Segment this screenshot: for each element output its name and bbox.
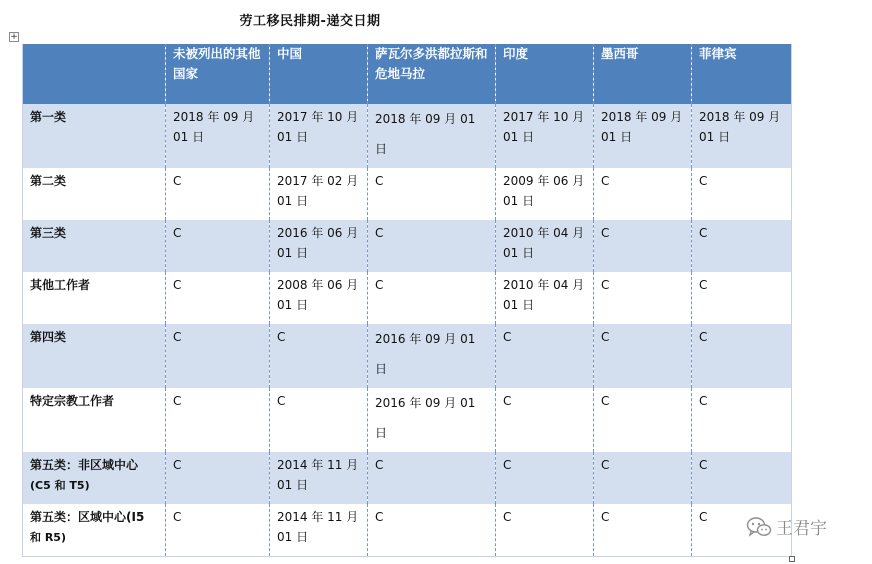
table-cell: C bbox=[166, 504, 270, 556]
table-cell: 2017 年 02 月 01 日 bbox=[270, 168, 368, 220]
table-row bbox=[23, 324, 792, 388]
watermark-text: 王君宇 bbox=[776, 519, 827, 539]
table-cell: C bbox=[692, 452, 792, 504]
table-cell: C bbox=[692, 220, 792, 272]
row-label: 特定宗教工作者 bbox=[23, 388, 166, 452]
row-label: 第四类 bbox=[23, 324, 166, 388]
table-row bbox=[23, 272, 792, 324]
table-cell: C bbox=[166, 388, 270, 452]
table-cell: C bbox=[368, 504, 496, 556]
table-cell: C bbox=[594, 452, 692, 504]
table-cell: 2016 年 09 月 01 日 bbox=[368, 324, 496, 388]
table-row bbox=[23, 452, 792, 504]
visa-bulletin-table bbox=[22, 44, 792, 557]
table-row bbox=[23, 220, 792, 272]
table-cell: C bbox=[594, 168, 692, 220]
header-rest-of-world: 未被列出的其他国家 bbox=[166, 44, 270, 104]
table-cell: C bbox=[594, 220, 692, 272]
page-title: 劳工移民排期-递交日期 bbox=[239, 14, 381, 29]
row-label-main: 第五类：非区域中心 bbox=[30, 458, 139, 472]
table-cell: 2014 年 11 月 01 日 bbox=[270, 504, 368, 556]
table-cell: C bbox=[368, 272, 496, 324]
table-cell: 2017 年 10 月 01 日 bbox=[496, 104, 594, 168]
table-cell: 2010 年 04 月 01 日 bbox=[496, 220, 594, 272]
header-mexico: 墨西哥 bbox=[594, 44, 692, 104]
wechat-icon bbox=[746, 516, 772, 538]
row-label: 第二类 bbox=[23, 168, 166, 220]
table-row bbox=[23, 168, 792, 220]
header-central-america: 萨瓦尔多洪都拉斯和危地马拉 bbox=[368, 44, 496, 104]
table-cell: C bbox=[166, 452, 270, 504]
table-cell: 2008 年 06 月 01 日 bbox=[270, 272, 368, 324]
table-resize-handle[interactable] bbox=[789, 556, 795, 562]
table-cell: C bbox=[496, 504, 594, 556]
table-header-row bbox=[23, 44, 792, 104]
table-cell: C bbox=[692, 272, 792, 324]
header-india: 印度 bbox=[496, 44, 594, 104]
table-cell: C bbox=[496, 388, 594, 452]
table-cell: 2014 年 11 月 01 日 bbox=[270, 452, 368, 504]
table-cell: 2009 年 06 月 01 日 bbox=[496, 168, 594, 220]
table-cell: 2018 年 09 月 01 日 bbox=[166, 104, 270, 168]
table-cell: 2018 年 09 月 01 日 bbox=[594, 104, 692, 168]
row-label bbox=[23, 452, 166, 504]
row-label: 第一类 bbox=[23, 104, 166, 168]
table-cell: C bbox=[368, 168, 496, 220]
table-cell: C bbox=[692, 168, 792, 220]
table-cell-text: 2018 年 09 月 01 日 bbox=[375, 112, 476, 156]
table-cell: 2010 年 04 月 01 日 bbox=[496, 272, 594, 324]
table-move-handle-icon[interactable]: + bbox=[10, 32, 18, 42]
row-label: 第三类 bbox=[23, 220, 166, 272]
row-label-main: 第五类：区域中心(I5 bbox=[30, 510, 145, 524]
table-cell: C bbox=[692, 324, 792, 388]
table-cell bbox=[368, 104, 496, 168]
table-cell: C bbox=[368, 220, 496, 272]
table-cell: 2016 年 09 月 01 日 bbox=[368, 388, 496, 452]
table-cell: C bbox=[166, 324, 270, 388]
header-philippines: 菲律宾 bbox=[692, 44, 792, 104]
table-cell: C bbox=[496, 452, 594, 504]
row-label-sub: (C5 和 T5) bbox=[30, 479, 90, 492]
table-cell: C bbox=[594, 504, 692, 556]
watermark bbox=[746, 514, 827, 539]
table-cell: 2017 年 10 月 01 日 bbox=[270, 104, 368, 168]
table-cell: C bbox=[166, 272, 270, 324]
table-cell: C bbox=[166, 220, 270, 272]
table-row bbox=[23, 104, 792, 168]
table-cell: C bbox=[270, 388, 368, 452]
table-cell: 2016 年 06 月 01 日 bbox=[270, 220, 368, 272]
table-cell: C bbox=[166, 168, 270, 220]
table-row bbox=[23, 388, 792, 452]
table-cell: C bbox=[692, 388, 792, 452]
table-cell: 2018 年 09 月 01 日 bbox=[692, 104, 792, 168]
row-label bbox=[23, 504, 166, 556]
header-empty bbox=[23, 44, 166, 104]
table-cell: C bbox=[368, 452, 496, 504]
table-cell: C bbox=[692, 504, 792, 556]
row-label: 其他工作者 bbox=[23, 272, 166, 324]
header-china: 中国 bbox=[270, 44, 368, 104]
row-label-sub: 和 R5) bbox=[30, 531, 66, 544]
table-cell: C bbox=[594, 324, 692, 388]
table-cell: C bbox=[496, 324, 594, 388]
table-row bbox=[23, 504, 792, 556]
table-cell: C bbox=[594, 388, 692, 452]
table-cell: C bbox=[270, 324, 368, 388]
table-cell: C bbox=[594, 272, 692, 324]
